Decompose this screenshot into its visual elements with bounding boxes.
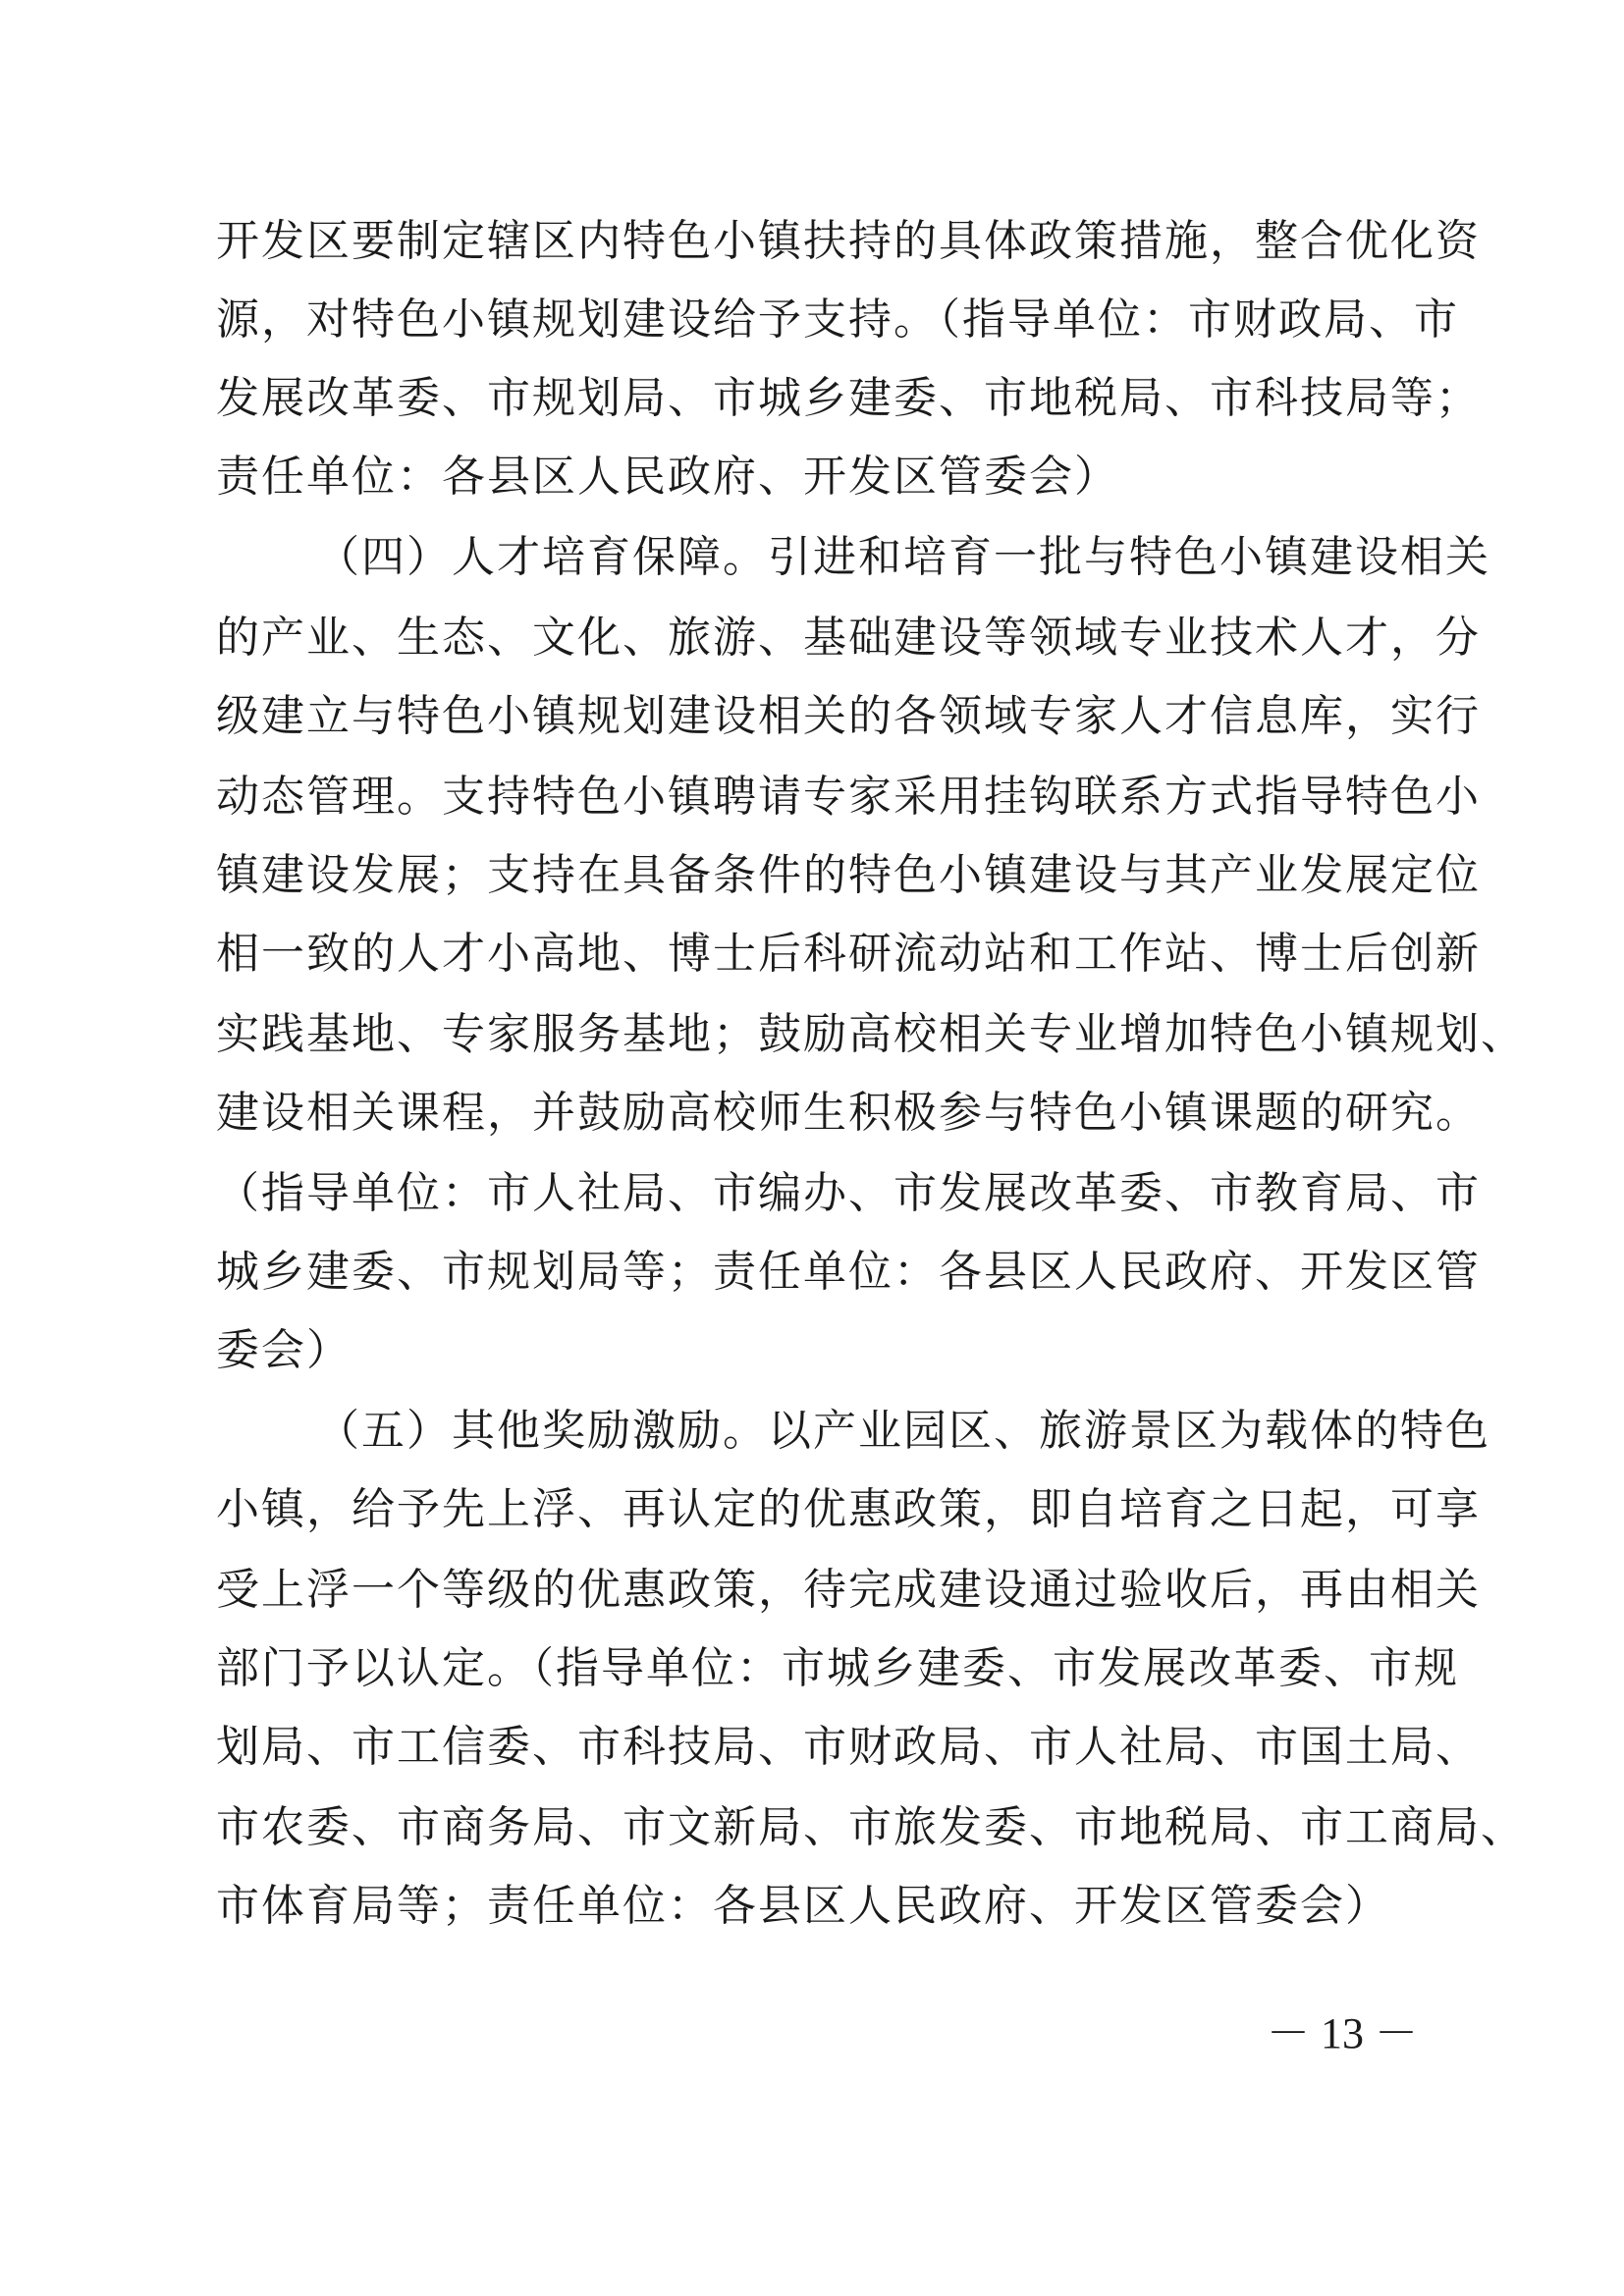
section-heading-5: （五）其他奖励激励。以产业园区、旅游景区为载体的特色 <box>316 1406 1490 1456</box>
text-line: 相一致的人才小高地、博士后科研流动站和工作站、博士后创新 <box>216 929 1481 979</box>
text-line: 发展改革委、市规划局、市城乡建委、市地税局、市科技局等； <box>216 373 1481 423</box>
text-line: （指导单位：市人社局、市编办、市发展改革委、市教育局、市 <box>216 1168 1481 1218</box>
text-line: 市农委、市商务局、市文新局、市旅发委、市地税局、市工商局、 <box>216 1802 1526 1852</box>
text-line: 源，对特色小镇规划建设给予支持。（指导单位：市财政局、市 <box>216 294 1459 345</box>
text-line: 镇建设发展；支持在具备条件的特色小镇建设与其产业发展定位 <box>216 850 1481 900</box>
text-line: 小镇，给予先上浮、再认定的优惠政策，即自培育之日起，可享 <box>216 1484 1481 1534</box>
section-heading-4: （四）人才培育保障。引进和培育一批与特色小镇建设相关 <box>316 532 1490 582</box>
page-number: － 13 － <box>1267 2009 1418 2057</box>
text-line: 级建立与特色小镇规划建设相关的各领域专家人才信息库，实行 <box>216 691 1481 741</box>
text-line: 的产业、生态、文化、旅游、基础建设等领域专业技术人才，分 <box>216 613 1481 663</box>
text-line: 开发区要制定辖区内特色小镇扶持的具体政策措施，整合优化资 <box>216 216 1481 266</box>
text-line: 受上浮一个等级的优惠政策，待完成建设通过验收后，再由相关 <box>216 1565 1481 1615</box>
text-line: 责任单位：各县区人民政府、开发区管委会） <box>216 452 1119 502</box>
text-line: 划局、市工信委、市科技局、市财政局、市人社局、市国土局、 <box>216 1722 1481 1772</box>
text-line: 市体育局等；责任单位：各县区人民政府、开发区管委会） <box>216 1881 1390 1931</box>
text-line: 实践基地、专家服务基地；鼓励高校相关专业增加特色小镇规划、 <box>216 1009 1526 1059</box>
text-line: 建设相关课程，并鼓励高校师生积极参与特色小镇课题的研究。 <box>216 1088 1481 1138</box>
text-line: 城乡建委、市规划局等；责任单位：各县区人民政府、开发区管 <box>216 1247 1481 1297</box>
text-line: 动态管理。支持特色小镇聘请专家采用挂钩联系方式指导特色小 <box>216 772 1481 822</box>
text-line: 委会） <box>216 1325 352 1375</box>
text-line: 部门予以认定。（指导单位：市城乡建委、市发展改革委、市规 <box>216 1643 1459 1693</box>
